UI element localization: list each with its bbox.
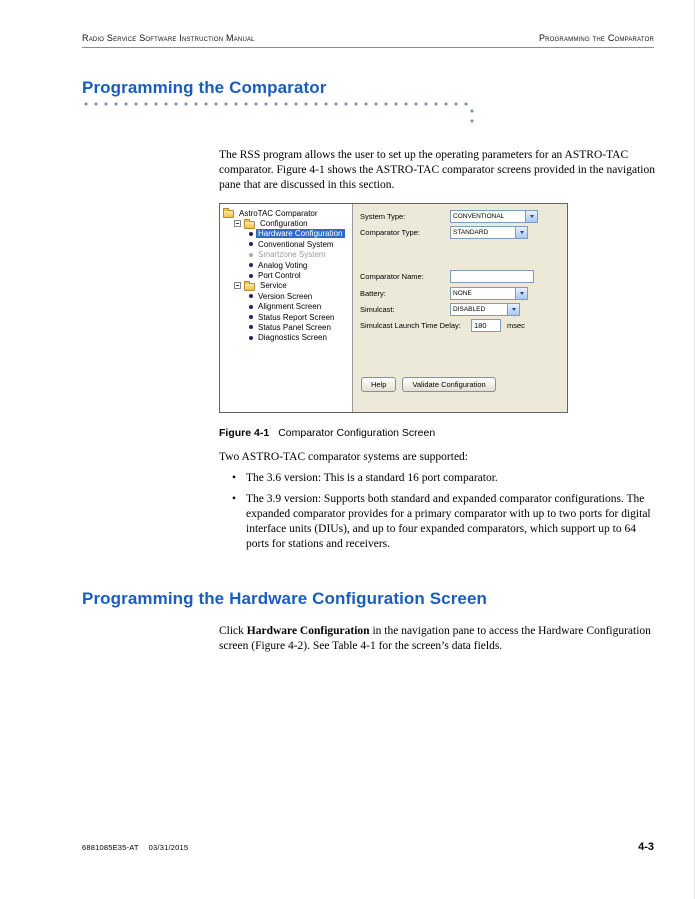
tree-item-configuration[interactable]: Configuration [220, 218, 352, 228]
doc-number: 6881085E35-AT [82, 842, 139, 852]
collapse-icon[interactable] [234, 282, 241, 289]
tree-item-conventional-system[interactable]: Conventional System [220, 239, 352, 249]
dropdown-arrow-icon[interactable] [507, 304, 519, 315]
tree-item-hardware-configuration[interactable]: Hardware Configuration [220, 229, 352, 239]
tree-item-analog-voting[interactable]: Analog Voting [220, 260, 352, 270]
dotted-rule [84, 102, 472, 106]
validate-configuration-button[interactable]: Validate Configuration [402, 377, 495, 392]
tree-item-port-control[interactable]: Port Control [220, 270, 352, 280]
tree-item-status-report-screen[interactable]: Status Report Screen [220, 312, 352, 322]
dropdown-arrow-icon[interactable] [515, 288, 527, 299]
bullet-icon [249, 305, 253, 309]
folder-icon [223, 210, 234, 218]
figure-caption-text: Comparator Configuration Screen [278, 427, 436, 439]
supported-paragraph: Two ASTRO-TAC comparator systems are supported: [219, 451, 468, 463]
running-head-right: Programming the Comparator [538, 33, 654, 43]
figure-caption-label: Figure 4-1 [219, 427, 270, 439]
folder-icon [244, 283, 255, 291]
help-button[interactable]: Help [361, 377, 396, 392]
folder-icon [244, 221, 255, 229]
system-type-label: System Type: [360, 212, 406, 221]
paragraph-text: Click [219, 625, 247, 637]
tree-item-root[interactable]: AstroTAC Comparator [220, 208, 352, 218]
paragraph-text: in the navigation pane to access the Hardware Configuration screen (Figure 4-2). See Table 4-1 for the screen’s data fields. [219, 625, 651, 652]
battery-label: Battery: [360, 289, 386, 298]
bullet-icon [249, 232, 253, 236]
doc-date: 03/31/2015 [148, 842, 189, 852]
bullet-icon [249, 325, 253, 329]
intro-paragraph: The RSS program allows the user to set up the operating parameters for an ASTRO-TAC comparator. Figure 4-1 shows the ASTRO-TAC comparator screens provided in the navigation pane that are discussed in this section. [219, 149, 655, 191]
dropdown-arrow-icon[interactable] [515, 227, 527, 238]
section-title-comparator: Programming the Comparator [82, 78, 327, 97]
bullet-icon [249, 253, 253, 257]
tree-item-diagnostics-screen[interactable]: Diagnostics Screen [220, 333, 352, 343]
comparator-name-label: Comparator Name: [360, 272, 424, 281]
bullet-icon [249, 294, 253, 298]
footer-left [82, 843, 188, 852]
config-form [353, 204, 567, 412]
collapse-icon[interactable] [234, 220, 241, 227]
hardware-config-paragraph [219, 624, 657, 654]
page-number: 4-3 [638, 841, 654, 853]
system-type-select[interactable]: CONVENTIONAL [450, 210, 538, 223]
version-bullet-list [232, 471, 657, 558]
page-footer [82, 841, 654, 853]
launch-delay-unit: msec [507, 321, 525, 330]
bullet-icon [249, 336, 253, 340]
bullet-item: • The 3.9 version: Supports both standard and expanded comparator configurations. The expanded comparator provides for a primary comparator with up to two ports for digital interface units (DIUs), and up to four expanded comparators, which support up to 64 ports for stations and receivers. [232, 492, 657, 552]
section-title-hardware-configuration: Programming the Hardware Configuration Screen [82, 589, 488, 608]
bullet-icon [249, 315, 253, 319]
bullet-icon [249, 274, 253, 278]
dropdown-arrow-icon[interactable] [525, 211, 537, 222]
bullet-icon [249, 263, 253, 267]
tree-item-version-screen[interactable]: Version Screen [220, 291, 352, 301]
tree-item-alignment-screen[interactable]: Alignment Screen [220, 302, 352, 312]
navigation-pane [220, 204, 353, 412]
running-head-left: Radio Service Software Instruction Manual [82, 33, 255, 43]
bullet-icon [249, 242, 253, 246]
figure-caption [219, 427, 435, 439]
comparator-type-select[interactable]: STANDARD [450, 226, 528, 239]
bullet-item: • The 3.6 version: This is a standard 16 port comparator. [232, 471, 657, 486]
form-button-row [361, 377, 496, 392]
hardware-configuration-emphasis: Hardware Configuration [246, 625, 370, 637]
launch-delay-label: Simulcast Launch Time Delay: [360, 321, 461, 330]
battery-select[interactable]: NONE [450, 287, 528, 300]
comparator-name-input[interactable] [450, 270, 534, 283]
comparator-config-screenshot [219, 203, 568, 413]
tree-item-service[interactable]: Service [220, 281, 352, 291]
simulcast-label: Simulcast: [360, 305, 395, 314]
tree-item-smartzone-system: Smartzone System [220, 250, 352, 260]
page-header [82, 33, 654, 48]
launch-delay-input[interactable] [471, 319, 501, 332]
comparator-type-label: Comparator Type: [360, 228, 420, 237]
tree-item-status-panel-screen[interactable]: Status Panel Screen [220, 322, 352, 332]
simulcast-select[interactable]: DISABLED [450, 303, 520, 316]
